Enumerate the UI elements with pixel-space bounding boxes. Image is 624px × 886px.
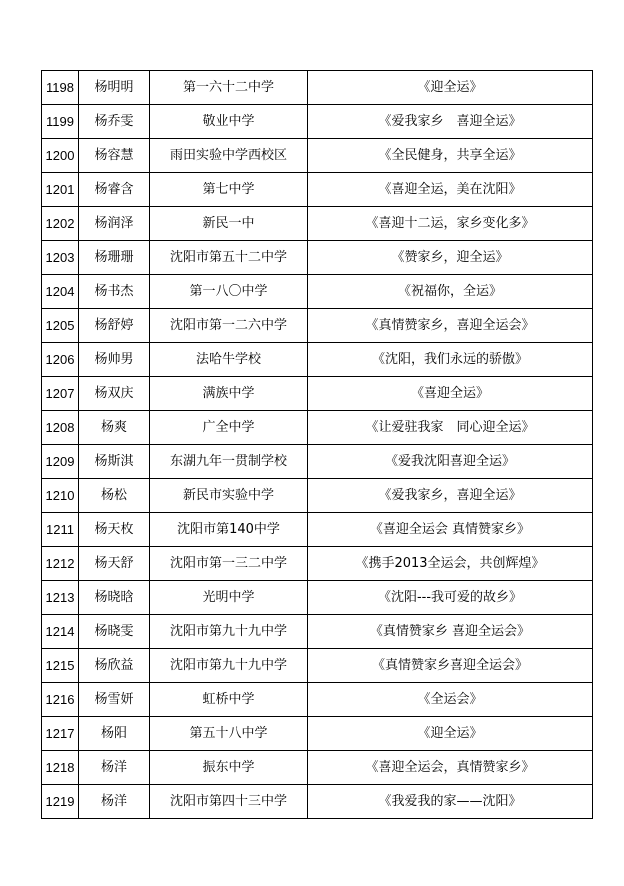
school-name-cell: 沈阳市第一二六中学 bbox=[150, 309, 308, 343]
table-row bbox=[42, 785, 593, 819]
entry-number-cell: 1199 bbox=[42, 105, 79, 139]
school-name-cell: 新民一中 bbox=[150, 207, 308, 241]
table-row bbox=[42, 513, 593, 547]
entry-number-cell: 1218 bbox=[42, 751, 79, 785]
school-name-cell: 广全中学 bbox=[150, 411, 308, 445]
table-row bbox=[42, 275, 593, 309]
student-name-cell: 杨舒婷 bbox=[79, 309, 150, 343]
work-title-cell: 《全民健身，共享全运》 bbox=[308, 139, 593, 173]
table-row bbox=[42, 71, 593, 105]
work-title-cell: 《全运会》 bbox=[308, 683, 593, 717]
table-row bbox=[42, 139, 593, 173]
document-sheet bbox=[41, 70, 589, 819]
table-row bbox=[42, 581, 593, 615]
work-title-cell: 《真情赞家乡喜迎全运会》 bbox=[308, 649, 593, 683]
table-row bbox=[42, 207, 593, 241]
student-name-cell: 杨睿含 bbox=[79, 173, 150, 207]
entry-number-cell: 1198 bbox=[42, 71, 79, 105]
table-row bbox=[42, 683, 593, 717]
entry-number-cell: 1200 bbox=[42, 139, 79, 173]
student-name-cell: 杨雪妍 bbox=[79, 683, 150, 717]
table-row bbox=[42, 751, 593, 785]
entry-number-cell: 1201 bbox=[42, 173, 79, 207]
table-row bbox=[42, 649, 593, 683]
school-name-cell: 沈阳市第一三二中学 bbox=[150, 547, 308, 581]
work-title-cell: 《携手2013全运会，共创辉煌》 bbox=[308, 547, 593, 581]
table-row bbox=[42, 377, 593, 411]
school-name-cell: 沈阳市第五十二中学 bbox=[150, 241, 308, 275]
student-name-cell: 杨阳 bbox=[79, 717, 150, 751]
work-title-cell: 《爱我沈阳喜迎全运》 bbox=[308, 445, 593, 479]
entry-number-cell: 1203 bbox=[42, 241, 79, 275]
school-name-cell: 沈阳市第九十九中学 bbox=[150, 615, 308, 649]
work-title-cell: 《迎全运》 bbox=[308, 717, 593, 751]
work-title-cell: 《爱我家乡，喜迎全运》 bbox=[308, 479, 593, 513]
entry-number-cell: 1219 bbox=[42, 785, 79, 819]
work-title-cell: 《喜迎全运》 bbox=[308, 377, 593, 411]
work-title-cell: 《真情赞家乡 喜迎全运会》 bbox=[308, 615, 593, 649]
student-name-cell: 杨书杰 bbox=[79, 275, 150, 309]
table-row bbox=[42, 445, 593, 479]
student-name-cell: 杨乔雯 bbox=[79, 105, 150, 139]
school-name-cell: 敬业中学 bbox=[150, 105, 308, 139]
entry-number-cell: 1208 bbox=[42, 411, 79, 445]
entry-number-cell: 1211 bbox=[42, 513, 79, 547]
table-row bbox=[42, 615, 593, 649]
entry-number-cell: 1214 bbox=[42, 615, 79, 649]
work-title-cell: 《沈阳---我可爱的故乡》 bbox=[308, 581, 593, 615]
school-name-cell: 振东中学 bbox=[150, 751, 308, 785]
student-name-cell: 杨天舒 bbox=[79, 547, 150, 581]
school-name-cell: 第一六十二中学 bbox=[150, 71, 308, 105]
student-name-cell: 杨珊珊 bbox=[79, 241, 150, 275]
roster-table-body bbox=[42, 71, 593, 819]
student-name-cell: 杨爽 bbox=[79, 411, 150, 445]
school-name-cell: 虹桥中学 bbox=[150, 683, 308, 717]
student-name-cell: 杨明明 bbox=[79, 71, 150, 105]
entry-number-cell: 1217 bbox=[42, 717, 79, 751]
table-row bbox=[42, 105, 593, 139]
work-title-cell: 《爱我家乡 喜迎全运》 bbox=[308, 105, 593, 139]
table-row bbox=[42, 309, 593, 343]
work-title-cell: 《喜迎全运会 真情赞家乡》 bbox=[308, 513, 593, 547]
school-name-cell: 第五十八中学 bbox=[150, 717, 308, 751]
table-row bbox=[42, 547, 593, 581]
entry-number-cell: 1210 bbox=[42, 479, 79, 513]
entry-number-cell: 1202 bbox=[42, 207, 79, 241]
student-name-cell: 杨晓晗 bbox=[79, 581, 150, 615]
entry-number-cell: 1206 bbox=[42, 343, 79, 377]
entry-number-cell: 1209 bbox=[42, 445, 79, 479]
entry-number-cell: 1205 bbox=[42, 309, 79, 343]
school-name-cell: 第一八〇中学 bbox=[150, 275, 308, 309]
student-name-cell: 杨帅男 bbox=[79, 343, 150, 377]
work-title-cell: 《真情赞家乡，喜迎全运会》 bbox=[308, 309, 593, 343]
entry-number-cell: 1204 bbox=[42, 275, 79, 309]
school-name-cell: 东湖九年一贯制学校 bbox=[150, 445, 308, 479]
roster-table bbox=[41, 70, 593, 819]
work-title-cell: 《祝福你，全运》 bbox=[308, 275, 593, 309]
work-title-cell: 《喜迎全运会，真情赞家乡》 bbox=[308, 751, 593, 785]
school-name-cell: 沈阳市第九十九中学 bbox=[150, 649, 308, 683]
work-title-cell: 《我爱我的家——沈阳》 bbox=[308, 785, 593, 819]
student-name-cell: 杨松 bbox=[79, 479, 150, 513]
student-name-cell: 杨容慧 bbox=[79, 139, 150, 173]
table-row bbox=[42, 479, 593, 513]
student-name-cell: 杨洋 bbox=[79, 751, 150, 785]
student-name-cell: 杨洋 bbox=[79, 785, 150, 819]
entry-number-cell: 1207 bbox=[42, 377, 79, 411]
table-row bbox=[42, 411, 593, 445]
entry-number-cell: 1213 bbox=[42, 581, 79, 615]
entry-number-cell: 1216 bbox=[42, 683, 79, 717]
school-name-cell: 第七中学 bbox=[150, 173, 308, 207]
work-title-cell: 《让爱驻我家 同心迎全运》 bbox=[308, 411, 593, 445]
entry-number-cell: 1212 bbox=[42, 547, 79, 581]
work-title-cell: 《赞家乡，迎全运》 bbox=[308, 241, 593, 275]
table-row bbox=[42, 241, 593, 275]
work-title-cell: 《喜迎全运，美在沈阳》 bbox=[308, 173, 593, 207]
student-name-cell: 杨天枚 bbox=[79, 513, 150, 547]
school-name-cell: 雨田实验中学西校区 bbox=[150, 139, 308, 173]
entry-number-cell: 1215 bbox=[42, 649, 79, 683]
table-row bbox=[42, 343, 593, 377]
work-title-cell: 《喜迎十二运，家乡变化多》 bbox=[308, 207, 593, 241]
student-name-cell: 杨晓雯 bbox=[79, 615, 150, 649]
student-name-cell: 杨斯淇 bbox=[79, 445, 150, 479]
school-name-cell: 满族中学 bbox=[150, 377, 308, 411]
table-row bbox=[42, 173, 593, 207]
work-title-cell: 《迎全运》 bbox=[308, 71, 593, 105]
table-row bbox=[42, 717, 593, 751]
school-name-cell: 法哈牛学校 bbox=[150, 343, 308, 377]
school-name-cell: 沈阳市第140中学 bbox=[150, 513, 308, 547]
student-name-cell: 杨润泽 bbox=[79, 207, 150, 241]
student-name-cell: 杨欣益 bbox=[79, 649, 150, 683]
work-title-cell: 《沈阳，我们永远的骄傲》 bbox=[308, 343, 593, 377]
school-name-cell: 光明中学 bbox=[150, 581, 308, 615]
school-name-cell: 沈阳市第四十三中学 bbox=[150, 785, 308, 819]
student-name-cell: 杨双庆 bbox=[79, 377, 150, 411]
school-name-cell: 新民市实验中学 bbox=[150, 479, 308, 513]
